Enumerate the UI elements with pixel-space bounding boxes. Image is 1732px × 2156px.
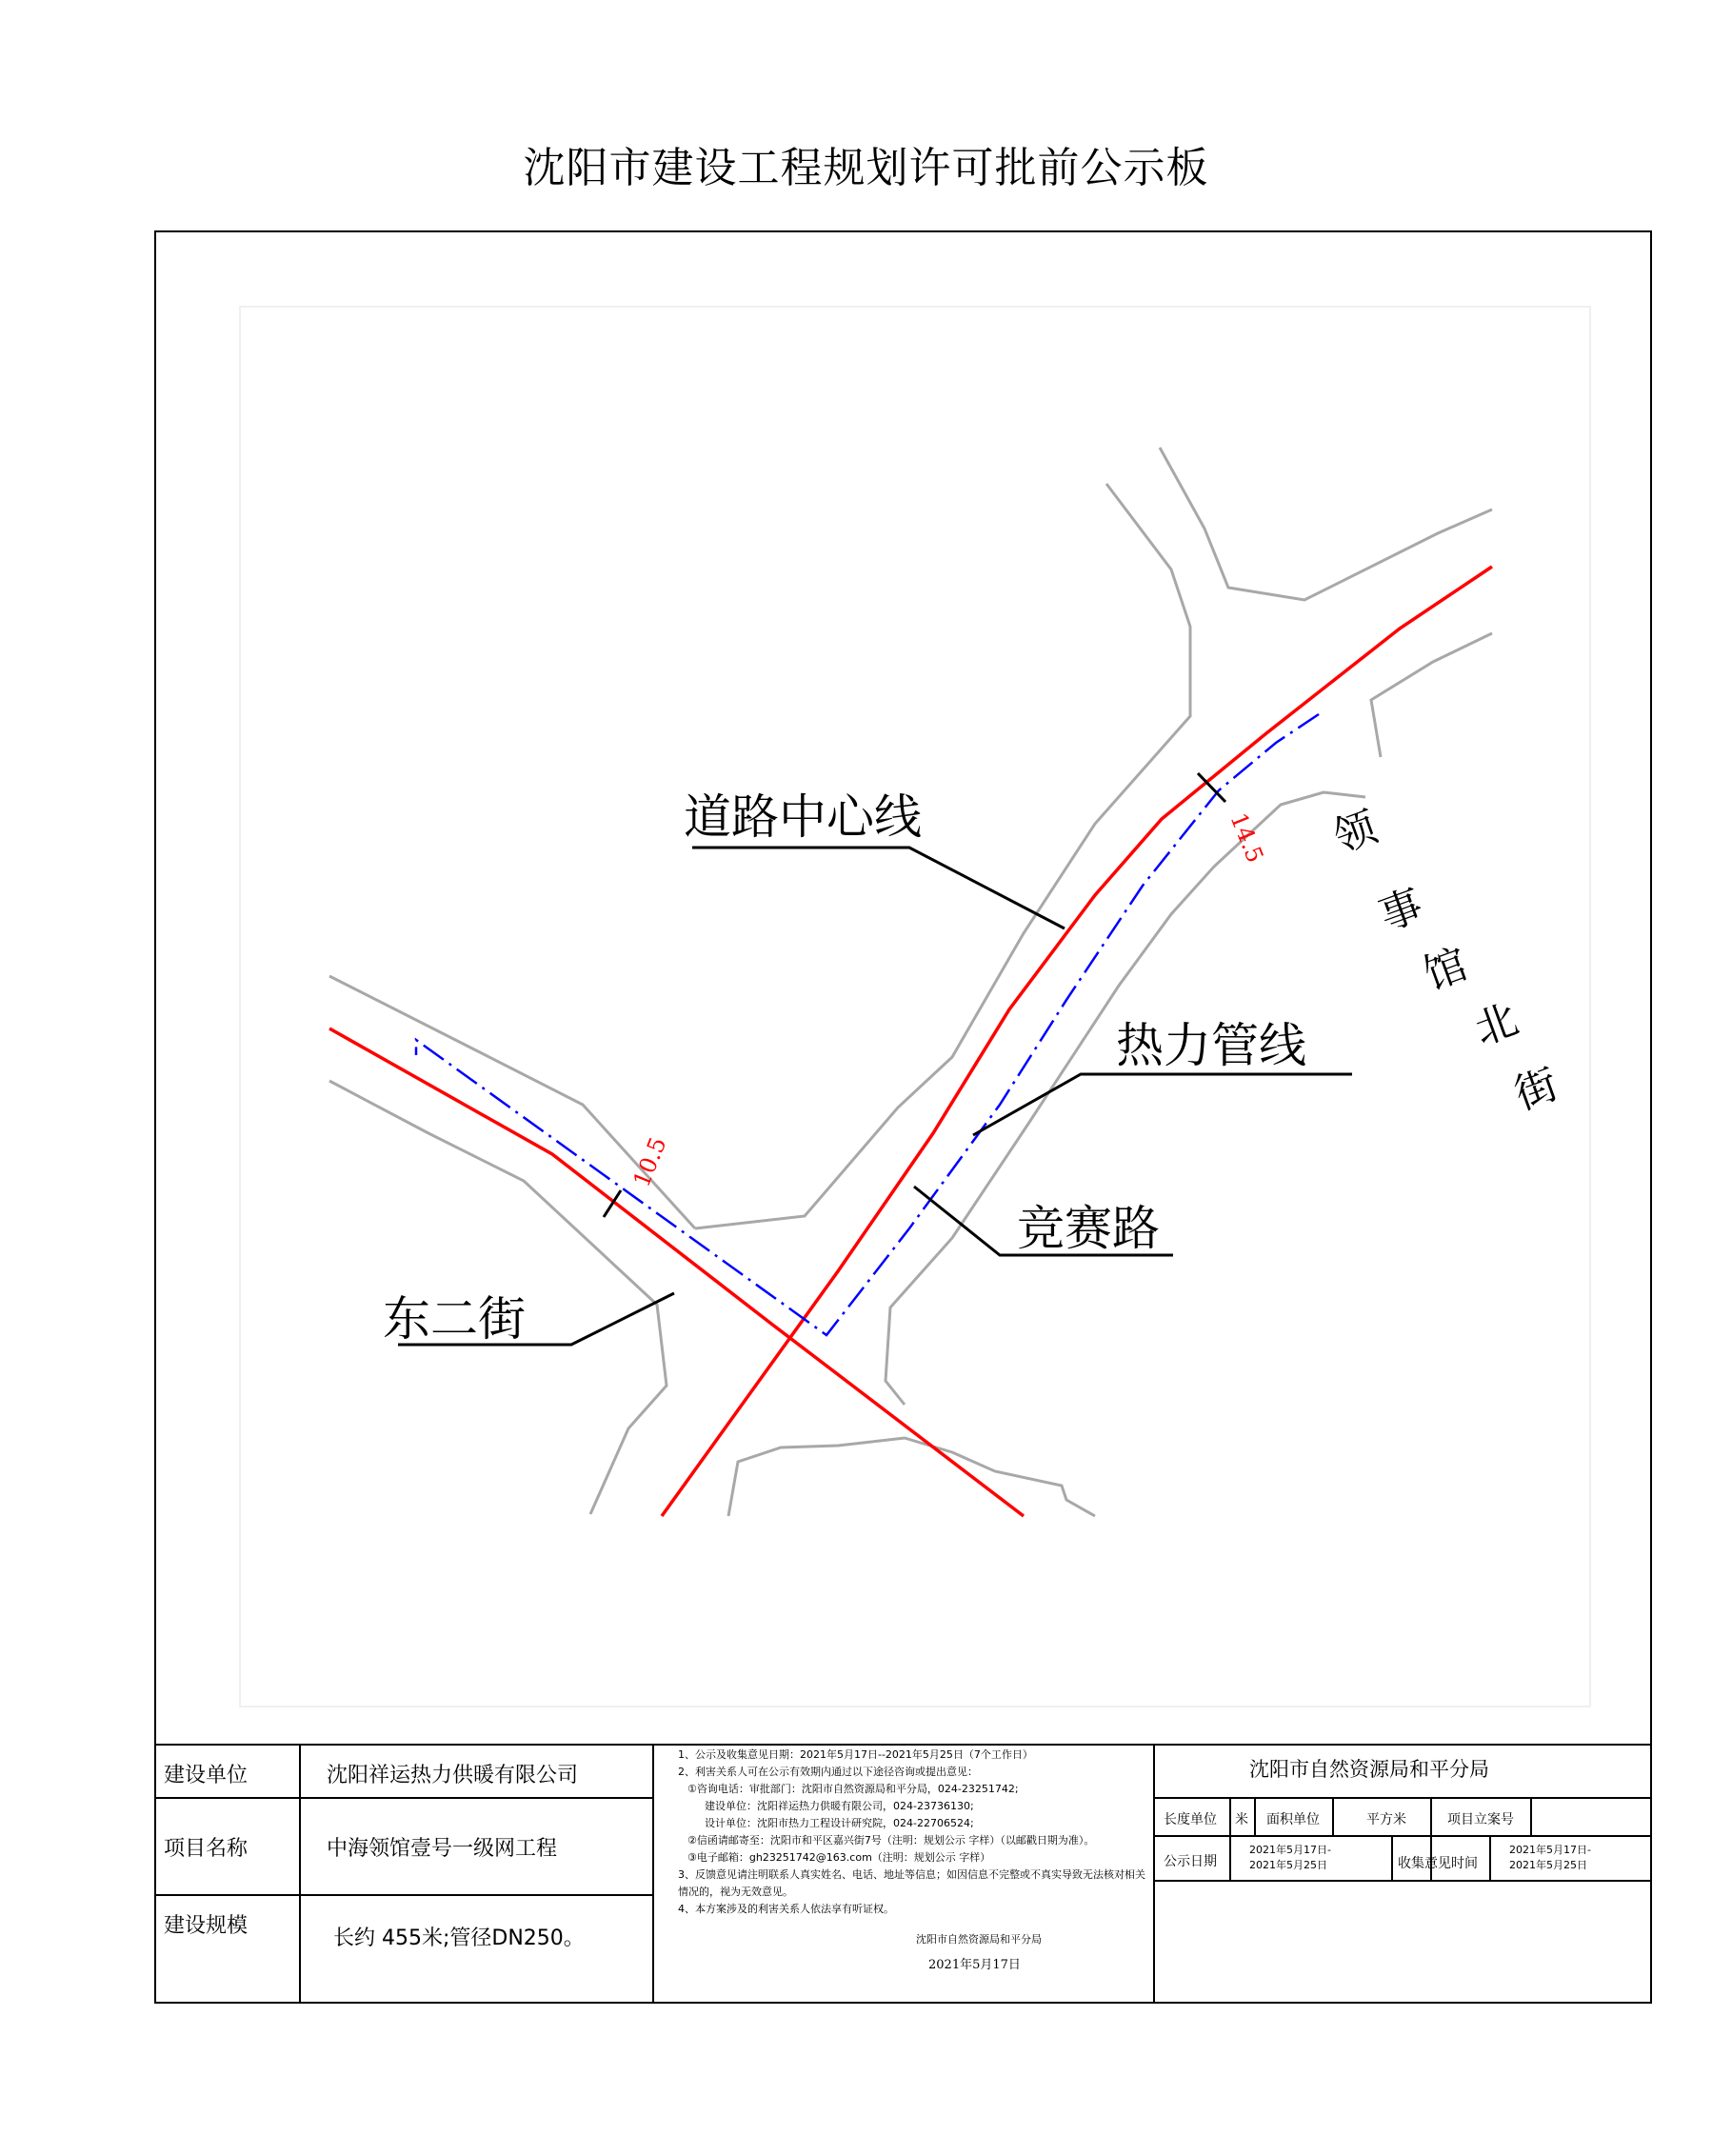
drawing-area-border bbox=[240, 307, 1590, 1707]
road-edge-dong-er-north bbox=[329, 976, 695, 1228]
notice-date: 2021年5月17日 bbox=[928, 1958, 1021, 1972]
label-lingshiguan-char-1: 领 bbox=[1327, 802, 1384, 863]
notice-line: 4、本方案涉及的利害关系人依法享有听证权。 bbox=[678, 1903, 894, 1915]
leader-centerline bbox=[692, 848, 1065, 928]
centerline-jingsai-road bbox=[662, 567, 1492, 1516]
notice-line: ②信函请邮寄至：沈阳市和平区嘉兴街7号（注明：规划公示 字样）（以邮戳日期为准）。 bbox=[687, 1834, 1095, 1847]
label-lingshiguan-char-2: 事 bbox=[1373, 880, 1429, 941]
road-centerlines bbox=[329, 567, 1492, 1516]
notice-line: 情况的，视为无效意见。 bbox=[678, 1886, 793, 1898]
label-lingshiguan-char-5: 街 bbox=[1508, 1059, 1564, 1120]
label-lingshiguan-char-3: 馆 bbox=[1418, 939, 1474, 1000]
road-edge-jingsai-east bbox=[886, 792, 1365, 1405]
dimension-label-lower: 10.5 bbox=[627, 1133, 672, 1191]
area-unit-label: 面积单位 bbox=[1266, 1812, 1320, 1827]
scale-value: 长约 455米;管径DN250。 bbox=[333, 1926, 585, 1950]
authority-name: 沈阳市自然资源局和平分局 bbox=[1249, 1758, 1489, 1781]
pub-date-start: 2021年5月17日- bbox=[1249, 1844, 1331, 1856]
label-dong-er-street: 东二街 bbox=[383, 1291, 526, 1347]
record-number-label: 项目立案号 bbox=[1447, 1812, 1514, 1827]
collect-time-start: 2021年5月17日- bbox=[1509, 1844, 1591, 1856]
label-lingshiguan-char-4: 北 bbox=[1468, 994, 1524, 1055]
notice-signer: 沈阳市自然资源局和平分局 bbox=[916, 1933, 1042, 1946]
notice-line: ①咨询电话：审批部门：沈阳市自然资源局和平分局，024-23251742; bbox=[687, 1783, 1019, 1795]
pub-date-end: 2021年5月25日 bbox=[1249, 1859, 1327, 1871]
length-unit-value: 米 bbox=[1235, 1812, 1248, 1827]
road-edges bbox=[329, 448, 1492, 1516]
label-heat-pipe: 热力管线 bbox=[1116, 1018, 1306, 1073]
page-title: 沈阳市建设工程规划许可批前公示板 bbox=[523, 144, 1209, 192]
length-unit-label: 长度单位 bbox=[1164, 1812, 1217, 1827]
area-unit-value: 平方米 bbox=[1366, 1812, 1406, 1827]
notice-line: 设计单位：沈阳市热力工程设计研究院，024-22706524; bbox=[705, 1817, 974, 1829]
notice-line: 建设单位：沈阳祥运热力供暖有限公司，024-23736130; bbox=[705, 1800, 974, 1812]
collect-time-end: 2021年5月25日 bbox=[1509, 1859, 1587, 1871]
label-jingsai-road: 竞赛路 bbox=[1017, 1201, 1160, 1256]
scale-label: 建设规模 bbox=[164, 1914, 249, 1938]
pub-date-label: 公示日期 bbox=[1164, 1854, 1217, 1869]
label-road-centerline: 道路中心线 bbox=[684, 789, 922, 845]
notice-line: ③电子邮箱：gh23251742@163.com（注明：规划公示 字样） bbox=[687, 1851, 991, 1864]
notice-line: 1、公示及收集意见日期：2021年5月17日--2021年5月25日（7个工作日） bbox=[678, 1748, 1033, 1761]
builder-value: 沈阳祥运热力供暖有限公司 bbox=[327, 1764, 579, 1787]
builder-label: 建设单位 bbox=[164, 1764, 249, 1787]
notice-line: 2、利害关系人可在公示有效期内通过以下途径咨询或提出意见： bbox=[678, 1766, 978, 1778]
collect-time-label: 收集意见时间 bbox=[1398, 1856, 1478, 1871]
project-value: 中海领馆壹号一级网工程 bbox=[327, 1837, 558, 1861]
leader-lines bbox=[398, 848, 1352, 1345]
dimension-label-upper: 14.5 bbox=[1224, 808, 1269, 867]
project-label: 项目名称 bbox=[164, 1837, 249, 1861]
notice-line: 3、反馈意见请注明联系人真实姓名、电话、地址等信息；如因信息不完整或不真实导致无法核对相关 bbox=[678, 1868, 1145, 1881]
road-edge-north-bottom bbox=[1371, 633, 1492, 757]
leader-heat-pipe bbox=[973, 1074, 1352, 1135]
road-edge-north-top bbox=[1160, 448, 1492, 600]
road-edge-south-block bbox=[728, 1438, 1095, 1516]
